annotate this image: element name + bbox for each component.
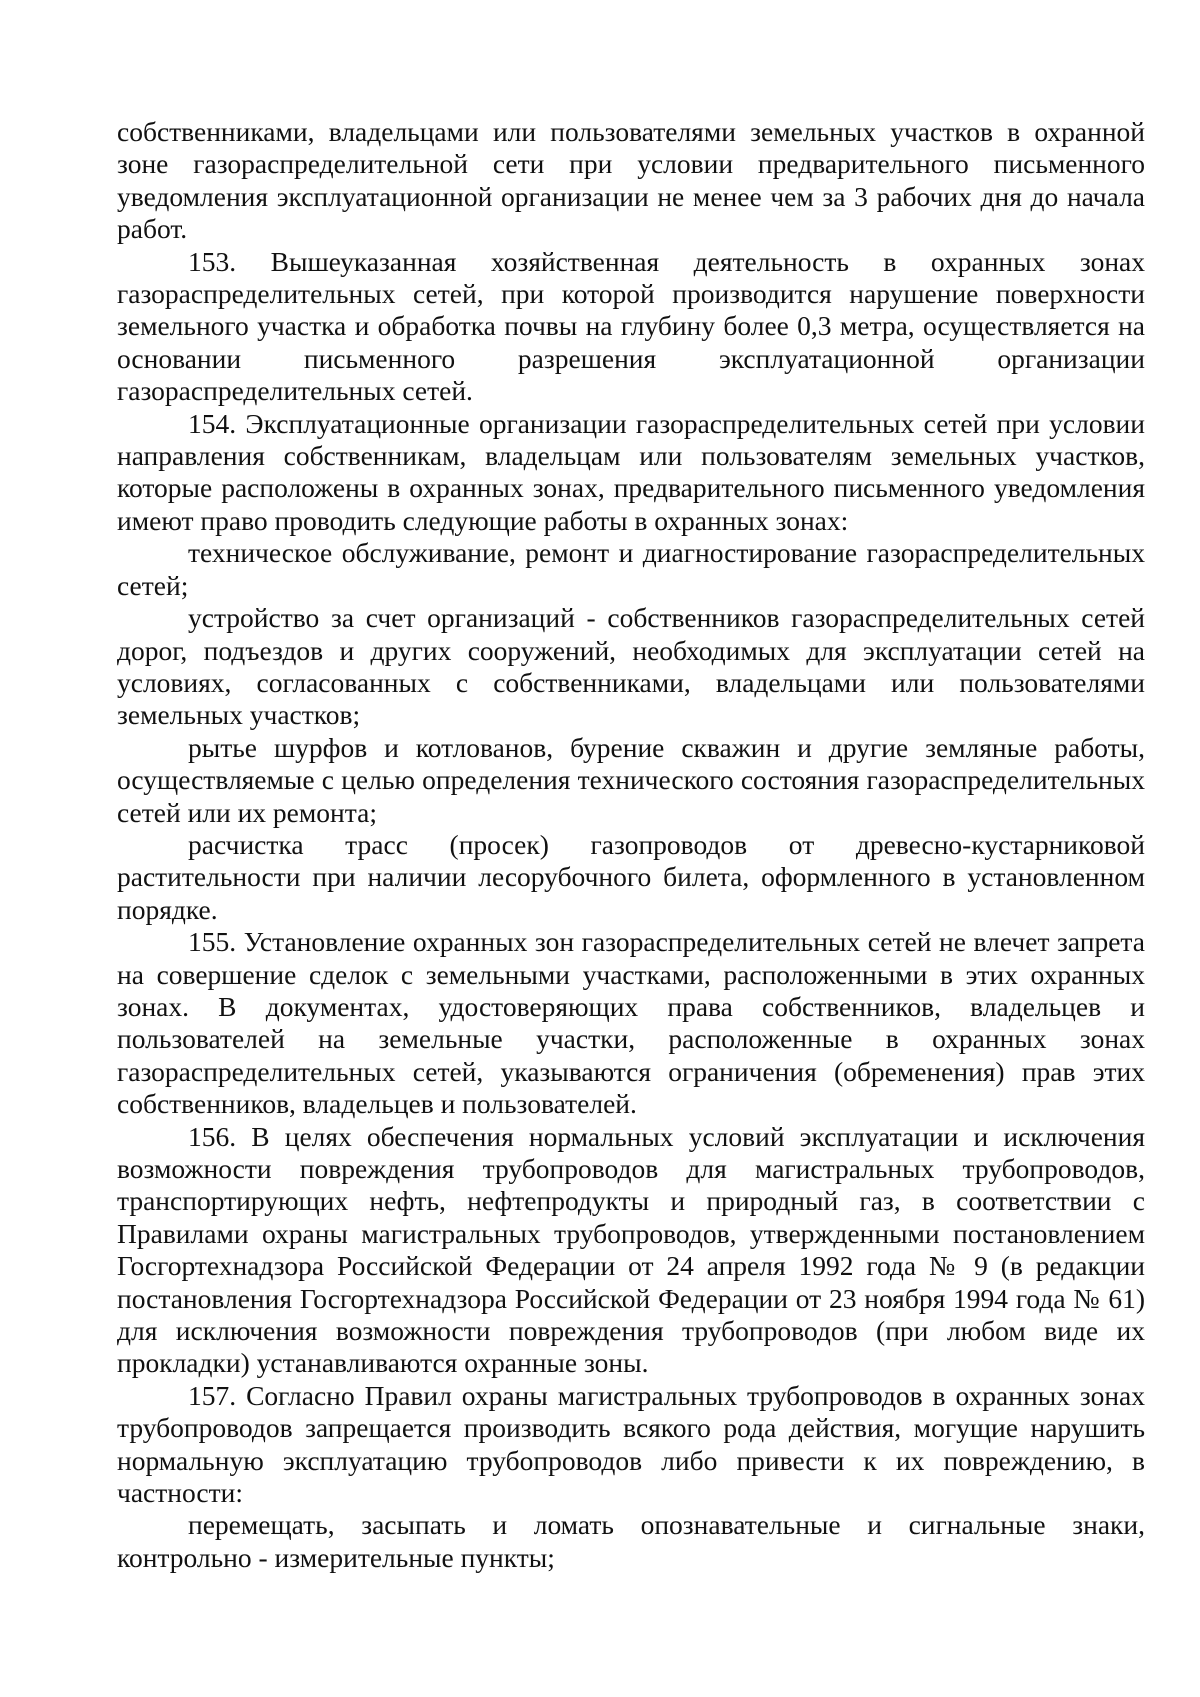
- paragraph-154: 154. Эксплуатационные организации газораспределительных сетей при условии направления собственникам, владельцам или пользователям земельных участков, которые расположены в охранных зонах, предварительного письменного уведомления имеют право проводить следующие работы в охранных зонах:: [117, 407, 1145, 536]
- paragraph-153: 153. Вышеуказанная хозяйственная деятельность в охранных зонах газораспределительных сетей, при которой производится нарушение поверхности земельного участка и обработка почвы на глубину более 0,3 метра, осуществляется на основании письменного разрешения эксплуатационной организации газораспределительных сетей.: [117, 245, 1145, 407]
- list-item-markers: перемещать, засыпать и ломать опознавательные и сигнальные знаки, контрольно - измерительные пункты;: [117, 1509, 1145, 1573]
- list-item-road-construction: устройство за счет организаций - собственников газораспределительных сетей дорог, подъездов и других сооружений, необходимых для эксплуатации сетей на условиях, согласованных с собственниками, владельцами или пользователями земельных участков;: [117, 602, 1145, 731]
- paragraph-156: 156. В целях обеспечения нормальных условий эксплуатации и исключения возможности повреждения трубопроводов для магистральных трубопроводов, транспортирующих нефть, нефтепродукты и природный газ, в соответствии с Правилами охраны магистральных трубопроводов, утвержденными постановлением Госгортехнадзора Российской Федерации от 24 апреля 1992 года № 9 (в редакции постановления Госгортехнадзора Российской Федерации от 23 ноября 1994 года № 61) для исключения возможности повреждения трубопроводов (при любом виде их прокладки) устанавливаются охранные зоны.: [117, 1120, 1145, 1379]
- list-item-maintenance: техническое обслуживание, ремонт и диагностирование газораспределительных сетей;: [117, 537, 1145, 601]
- list-item-clearing: расчистка трасс (просек) газопроводов от древесно-кустарниковой растительности при наличии лесорубочного билета, оформленного в установленном порядке.: [117, 828, 1145, 925]
- list-item-excavation: рытье шурфов и котлованов, бурение скважин и другие земляные работы, осуществляемые с целью определения технического состояния газораспределительных сетей или их ремонта;: [117, 731, 1145, 828]
- paragraph-155: 155. Установление охранных зон газораспределительных сетей не влечет запрета на совершение сделок с земельными участками, расположенными в этих охранных зонах. В документах, удостоверяющих права собственников, владельцев и пользователей на земельные участки, расположенные в охранных зонах газораспределительных сетей, указываются ограничения (обременения) прав этих собственников, владельцев и пользователей.: [117, 926, 1145, 1120]
- paragraph-continuation: собственниками, владельцами или пользователями земельных участков в охранной зоне газораспределительной сети при условии предварительного письменного уведомления эксплуатационной организации не менее чем за 3 рабочих дня до начала работ.: [117, 116, 1145, 245]
- document-page: [117, 116, 1145, 1574]
- paragraph-157: 157. Согласно Правил охраны магистральных трубопроводов в охранных зонах трубопроводов запрещается производить всякого рода действия, могущие нарушить нормальную эксплуатацию трубопроводов либо привести к их повреждению, в частности:: [117, 1379, 1145, 1509]
